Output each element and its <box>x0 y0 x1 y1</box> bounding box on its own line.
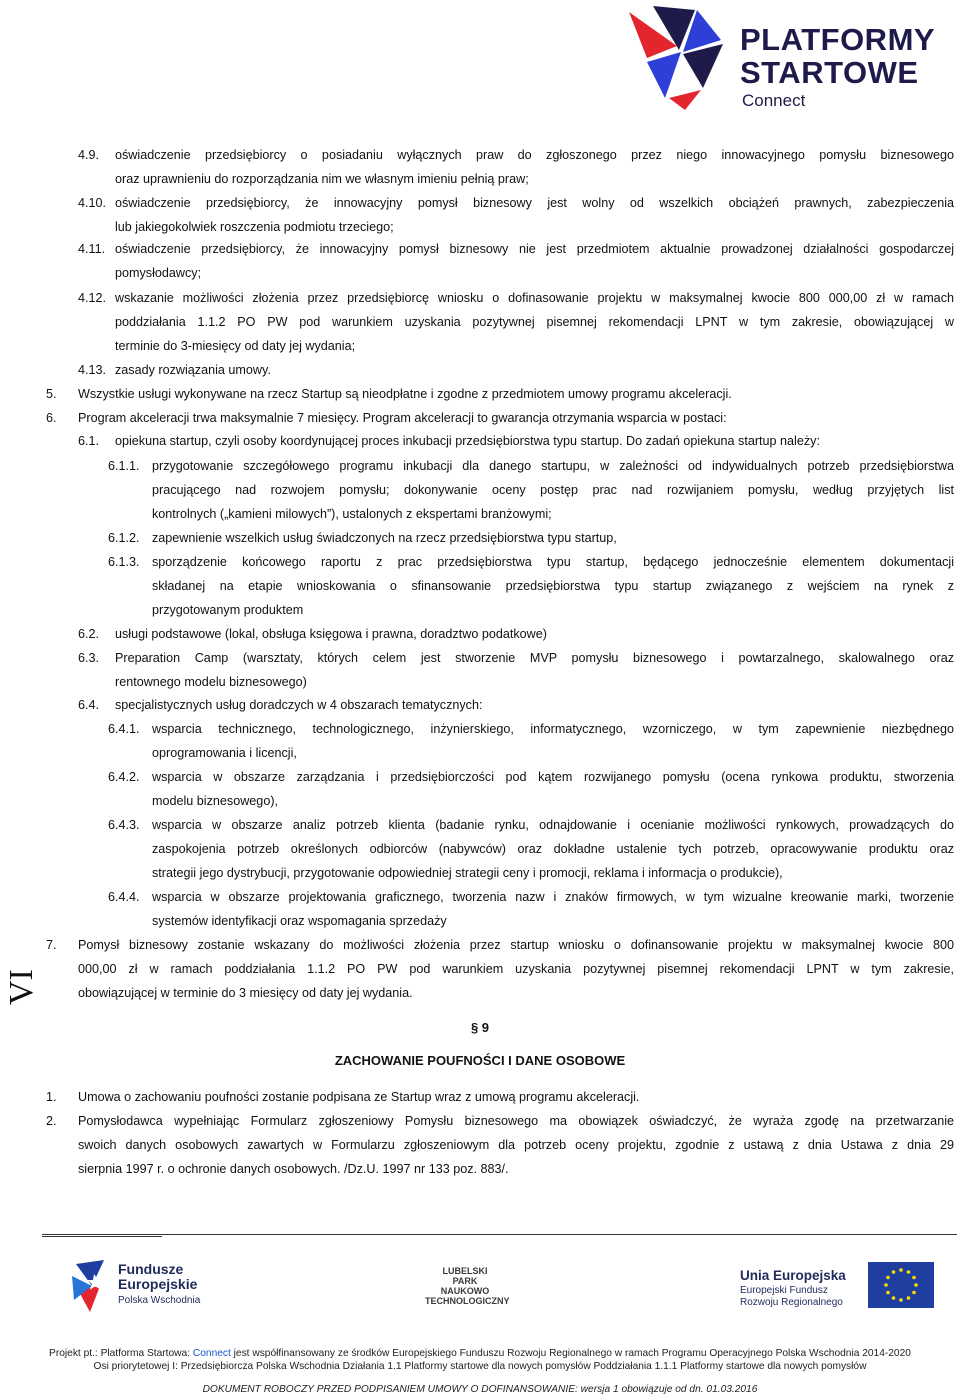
item-text-line: przygotowanie szczegółowego programu inkubacji dla danego startupu, w zależności od indywidualnych potrzeb przedsiębiorstwa <box>152 459 954 473</box>
logo-line-1: PLATFORMY <box>740 22 936 57</box>
eu-star <box>912 1291 916 1295</box>
platformy-startowe-logo <box>625 6 955 114</box>
footer-project-line-2: Osi priorytetowej I: Przedsiębiorcza Polska Wschodnia Działania 1.1 Platformy startowe dla nowych pomysłów Poddziałania 1.1.1 Platformy startowe dla nowych pomysłów <box>93 1361 867 1372</box>
project-prefix: Projekt pt.: Platforma Startowa: <box>49 1348 193 1359</box>
item-number: 2. <box>46 1114 57 1128</box>
fe-line-3: Polska Wschodnia <box>118 1295 201 1306</box>
item-text-line: sierpnia 1997 r. o ochronie danych osobowych. /Dz.U. 1997 nr 133 poz. 883/. <box>78 1162 509 1176</box>
section-title: ZACHOWANIE POUFNOŚCI I DANE OSOBOWE <box>334 1053 626 1068</box>
item-text-line: poddziałania 1.1.2 PO PW pod warunkiem uzyskania pozytywnej pisemnej rekomendacji LPNT w tym zakresie, obowiązującej w <box>115 315 954 329</box>
item-number: 6.4.1. <box>108 722 140 736</box>
item-text-line: Umowa o zachowaniu poufności zostanie podpisana ze Startup wraz z umową programu akceleracji. <box>78 1090 640 1104</box>
item-text-line: wsparcia w obszarze zarządzania i przedsiębiorczości pod kątem rozwijanego pomysłu (ocena rynkowa produktu, stworzenia <box>152 770 954 784</box>
item-number: 6. <box>46 411 57 425</box>
eu-star <box>892 1296 896 1300</box>
item-text-line: wskazanie możliwości złożenia przez przedsiębiorcę wniosku o dofinasowanie projektu w maksymalnej kwocie 800 000,00 zł w ramach <box>115 291 954 305</box>
item-number: 4.13. <box>78 363 107 377</box>
project-connect: Connect <box>192 1348 231 1359</box>
item-text-line: oświadczenie przedsiębiorcy o posiadaniu wyłącznych praw do zgłoszonego przez niego innowacyjnego pomysłu biznesowego <box>115 148 954 162</box>
item-text-line: przygotowanym produktem <box>152 603 304 617</box>
item-text-line: systemów identyfikacji oraz wspomagania sprzedaży <box>152 914 447 928</box>
fe-line-2: Europejskie <box>118 1276 198 1292</box>
item-number: 6.4. <box>78 698 100 712</box>
lpnt-logo <box>425 1262 510 1322</box>
item-number: 6.1.3. <box>108 555 140 569</box>
item-number: 5. <box>46 387 57 401</box>
item-number: 6.4.3. <box>108 818 140 832</box>
item-text-line: Pomysłodawca wypełniając Formularz zgłoszeniowy Pomysłu biznesowego ma obowiązek oświadczyć, że wyraża zgodę na przetwarzanie <box>78 1114 954 1128</box>
eu-star <box>892 1270 896 1274</box>
item-number: 4.12. <box>78 291 107 305</box>
item-text-line: zapewnienie wszelkich usług świadczonych na rzecz przedsiębiorstwa typu startup, <box>152 531 617 545</box>
ue-line-3: Rozwoju Regionalnego <box>740 1297 843 1308</box>
item-text-line: wsparcia w obszarze projektowania graficznego, tworzenia nazw i znaków firmowych, w tym wizualne kreowanie marki, tworzenie <box>152 890 954 904</box>
eu-star <box>907 1270 911 1274</box>
eu-star <box>914 1283 918 1287</box>
eu-star <box>886 1291 890 1295</box>
eu-star <box>899 1298 903 1302</box>
item-number: 6.1. <box>78 434 100 448</box>
lp-line-4: TECHNOLOGICZNY <box>425 1296 510 1306</box>
item-number: 4.9. <box>78 148 100 162</box>
item-text-line: rentownego modelu biznesowego) <box>115 675 307 689</box>
item-number: 6.3. <box>78 651 100 665</box>
item-number: 6.2. <box>78 627 100 641</box>
item-text-line: lub jakiegokolwiek roszczenia podmiotu trzeciego; <box>115 220 394 234</box>
item-text-line: zaspokojenia potrzeb określonych odbiorców (nabywców) oraz dokładne ustalenie tych potrzeb, opracowywanie produktu oraz <box>152 842 954 856</box>
ue-line-1: Unia Europejska <box>740 1268 846 1283</box>
item-text-line: wsparcia w obszarze analiz potrzeb klienta (badanie rynku, odnajdowanie i ocenianie możliwości rynkowych, prowadzących do <box>152 818 954 832</box>
item-number: 4.11. <box>78 242 106 256</box>
item-text-line: Wszystkie usługi wykonywane na rzecz Startup są nieodpłatne i zgodne z przedmiotem umowy programu akceleracji. <box>78 387 732 401</box>
item-number: 6.1.1. <box>108 459 140 473</box>
item-number: 6.4.2. <box>108 770 140 784</box>
eu-flag-icon <box>868 1262 934 1308</box>
fundusze-europejskie-logo <box>70 1256 220 1316</box>
item-text-line: modelu biznesowego), <box>152 794 279 808</box>
item-text-line: oświadczenie przedsiębiorcy, że innowacyjny pomysł biznesowy jest wolny od wszelkich obciążeń prawnych, zabezpieczenia <box>115 196 954 210</box>
side-mark: VI <box>3 969 40 1005</box>
item-text-line: oprogramowania i licencji, <box>152 746 297 760</box>
paragraph-symbol: § 9 <box>470 1020 490 1035</box>
fe-line-1: Fundusze <box>118 1261 184 1277</box>
eu-star <box>886 1276 890 1280</box>
item-text-line: strategii jego dystrybucji, przygotowanie odpowiedniej strategii ceny i promocji, reklama i informacja o produkcie), <box>152 866 783 880</box>
lp-line-1: LUBELSKI <box>442 1266 488 1276</box>
item-text-line: wsparcia technicznego, technologicznego, inżynierskiego, informatycznego, wzorniczego, w tym zapewnienie niezbędnego <box>152 722 954 736</box>
item-text-line: sporządzenie końcowego raportu z prac przedsiębiorstwa typu startup, będącego jednocześnie elementem dokumentacji <box>152 555 954 569</box>
item-text-line: specjalistycznych usług doradczych w 4 obszarach tematycznych: <box>115 698 483 712</box>
item-text-line: opiekuna startup, czyli osoby koordynującej proces inkubacji przedsiębiorstwa typu startup. Do zadań opiekuna startup należy: <box>115 434 820 448</box>
item-number: 6.4.4. <box>108 890 140 904</box>
item-text-line: Program akceleracji trwa maksymalnie 7 miesięcy. Program akceleracji to gwarancja otrzymania wsparcia w postaci: <box>78 411 727 425</box>
star-logo-icon <box>625 6 735 114</box>
item-text-line: Preparation Camp (warsztaty, których celem jest stworzenie MVP pomysłu biznesowego i powtarzalnego, skalowalnego oraz <box>115 651 954 665</box>
item-text-line: pomysłodawcy; <box>115 266 202 280</box>
draft-notice: DOKUMENT ROBOCZY PRZED PODPISANIEM UMOWY O DOFINANSOWANIE: wersja 1 obowiązuje od dn. 01.03.2016 <box>202 1384 758 1395</box>
item-number: 1. <box>46 1090 57 1104</box>
item-text-line: pracującego nad rozwojem pomysłu; dokonywanie oceny postęp prac nad rozwijaniem pomysłu, według przyjętych list <box>152 483 954 497</box>
eu-star <box>884 1283 888 1287</box>
logo-line-2: STARTOWE <box>740 55 919 90</box>
item-number: 4.10. <box>78 196 107 210</box>
eu-star <box>912 1276 916 1280</box>
footer-rule <box>42 1234 957 1235</box>
project-suffix: jest współfinansowany ze środków Europejskiego Funduszu Rozwoju Regionalnego w ramach Programu Operacyjnego Polska Wschodnia 2014-2020 <box>230 1348 911 1359</box>
item-text-line: terminie do 3-miesięcy od daty jej wydania; <box>115 339 356 353</box>
eu-star <box>907 1296 911 1300</box>
item-text-line: Pomysł biznesowy zostanie wskazany do możliwości złożenia przez startup wniosku o dofinansowanie projektu w maksymalnej kwocie 800 <box>78 938 954 952</box>
unia-europejska-logo <box>740 1262 940 1322</box>
item-text-line: oraz uprawnieniu do rozporządzania nim we własnym imieniu pełnią praw; <box>115 172 529 186</box>
item-text-line: usługi podstawowe (lokal, obsługa księgowa i prawna, doradztwo podatkowe) <box>115 627 547 641</box>
item-text-line: składanej na etapie wnioskowania o sfinansowanie przedsiębiorstwa typu startup związanego z wejściem na rynek z <box>152 579 954 593</box>
footer-rule-short <box>42 1236 162 1237</box>
logo-line-3: Connect <box>742 91 806 110</box>
footer-project-line-1 <box>0 1348 960 1359</box>
ue-line-2: Europejski Fundusz <box>740 1285 828 1296</box>
item-text-line: 000,00 zł w ramach poddziałania 1.1.2 PO PW pod warunkiem uzyskania pozytywnej pisemnej rekomendacji LPNT w tym zakresie, <box>78 962 954 976</box>
item-number: 6.1.2. <box>108 531 140 545</box>
item-text-line: zasady rozwiązania umowy. <box>115 363 271 377</box>
item-text-line: oświadczenie przedsiębiorcy, że innowacyjny pomysł biznesowy nie jest przedmiotem aktualnie prowadzonej działalności gospodarczej <box>115 242 954 256</box>
eu-star <box>899 1268 903 1272</box>
item-text-line: swoich danych osobowych zawartych w Formularzu zgłoszeniowym dla potrzeb oceny projektu, zgodnie z ustawą z dnia Ustawa z dnia 29 <box>78 1138 954 1152</box>
item-number: 7. <box>46 938 57 952</box>
lp-line-2: PARK <box>452 1276 478 1286</box>
item-text-line: obowiązującej w terminie do 3 miesięcy od daty jej wydania. <box>78 986 413 1000</box>
fundusze-star-icon <box>70 1256 120 1316</box>
item-text-line: kontrolnych („kamieni milowych”), ustalonych z ekspertami branżowymi; <box>152 507 552 521</box>
lp-line-3: NAUKOWO <box>440 1286 490 1296</box>
